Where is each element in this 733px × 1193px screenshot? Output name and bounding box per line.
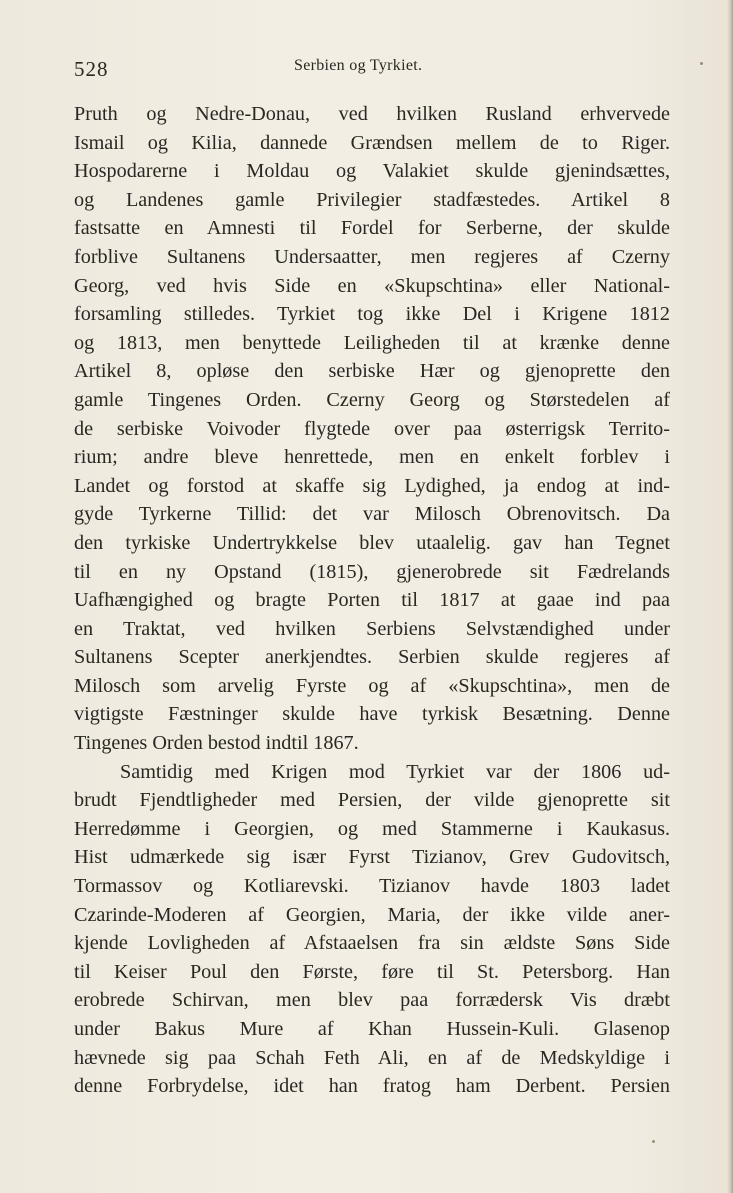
text-line: en Traktat, ved hvilken Serbiens Selvstændighed under <box>74 617 670 640</box>
text-line: rium; andre bleve henrettede, men en enkelt forblev i <box>74 446 670 469</box>
running-title: Serbien og Tyrkiet. <box>294 57 423 74</box>
text-line: forblive Sultanens Undersaatter, men regjeres af Czerny <box>74 245 670 268</box>
text-line: den tyrkiske Undertrykkelse blev utaalelig. gav han Tegnet <box>74 531 670 554</box>
text-line: Uafhængighed og bragte Porten til 1817 at gaae ind paa <box>74 589 670 612</box>
body-text <box>74 100 670 1101</box>
paper-speck <box>700 62 703 65</box>
text-line: Ismail og Kilia, dannede Grændsen mellem de to Riger. <box>74 131 670 154</box>
text-line: fastsatte en Amnesti til Fordel for Serberne, der skulde <box>74 217 670 240</box>
text-line: til en ny Opstand (1815), gjenerobrede sit Fædrelands <box>74 560 670 583</box>
text-line: Tormassov og Kotliarevski. Tizianov havde 1803 ladet <box>74 875 670 898</box>
text-line: gamle Tingenes Orden. Czerny Georg og Størstedelen af <box>74 388 670 411</box>
text-line: til Keiser Poul den Første, føre til St. Petersborg. Han <box>74 960 670 983</box>
text-line: under Bakus Mure af Khan Hussein-Kuli. Glasenop <box>74 1018 670 1040</box>
text-line: denne Forbrydelse, idet han fratog ham Derbent. Persien <box>74 1075 670 1098</box>
text-line: brudt Fjendtligheder med Persien, der vilde gjenoprette sit <box>74 789 670 812</box>
text-line: og 1813, men benyttede Leiligheden til at krænke denne <box>74 331 670 354</box>
text-line: Czarinde-Moderen af Georgien, Maria, der ikke vilde aner- <box>74 903 670 926</box>
text-line: de serbiske Voivoder flygtede over paa østerrigsk Territo- <box>74 417 670 440</box>
text-line: Herredømme i Georgien, og med Stammerne i Kaukasus. <box>74 817 670 840</box>
paper-speck <box>652 1140 655 1143</box>
text-line: og Landenes gamle Privilegier stadfæstedes. Artikel 8 <box>74 188 670 211</box>
text-line: vigtigste Fæstninger skulde have tyrkisk Besætning. Denne <box>74 703 670 726</box>
text-line: Hospodarerne i Moldau og Valakiet skulde gjenindsættes, <box>74 160 670 183</box>
page-edge-shadow <box>727 0 733 1193</box>
text-line: kjende Lovligheden af Afstaaelsen fra sin ældste Søns Side <box>74 932 670 955</box>
text-line: Sultanens Scepter anerkjendtes. Serbien skulde regjeres af <box>74 646 670 669</box>
text-line: erobrede Schirvan, men blev paa forrædersk Vis dræbt <box>74 989 670 1012</box>
page-number: 528 <box>74 57 109 81</box>
text-line: hævnede sig paa Schah Feth Ali, en af de Medskyldige i <box>74 1046 670 1069</box>
text-line: Georg, ved hvis Side en «Skupschtina» eller National- <box>74 274 670 297</box>
text-line: Landet og forstod at skaffe sig Lydighed, ja endog at ind- <box>74 474 670 497</box>
text-line: Milosch som arvelig Fyrste og af «Skupschtina», men de <box>74 674 670 697</box>
text-line: Hist udmærkede sig især Fyrst Tizianov, Grev Gudovitsch, <box>74 846 670 869</box>
text-line: Samtidig med Krigen mod Tyrkiet var der 1806 ud- <box>120 760 670 783</box>
text-line: Artikel 8, opløse den serbiske Hær og gjenoprette den <box>74 360 670 383</box>
text-line: forsamling stilledes. Tyrkiet tog ikke Del i Krigene 1812 <box>74 303 670 326</box>
text-line: gyde Tyrkerne Tillid: det var Milosch Obrenovitsch. Da <box>74 503 670 526</box>
text-line: Tingenes Orden bestod indtil 1867. <box>74 732 359 755</box>
text-line: Pruth og Nedre-Donau, ved hvilken Rusland erhvervede <box>74 103 670 125</box>
